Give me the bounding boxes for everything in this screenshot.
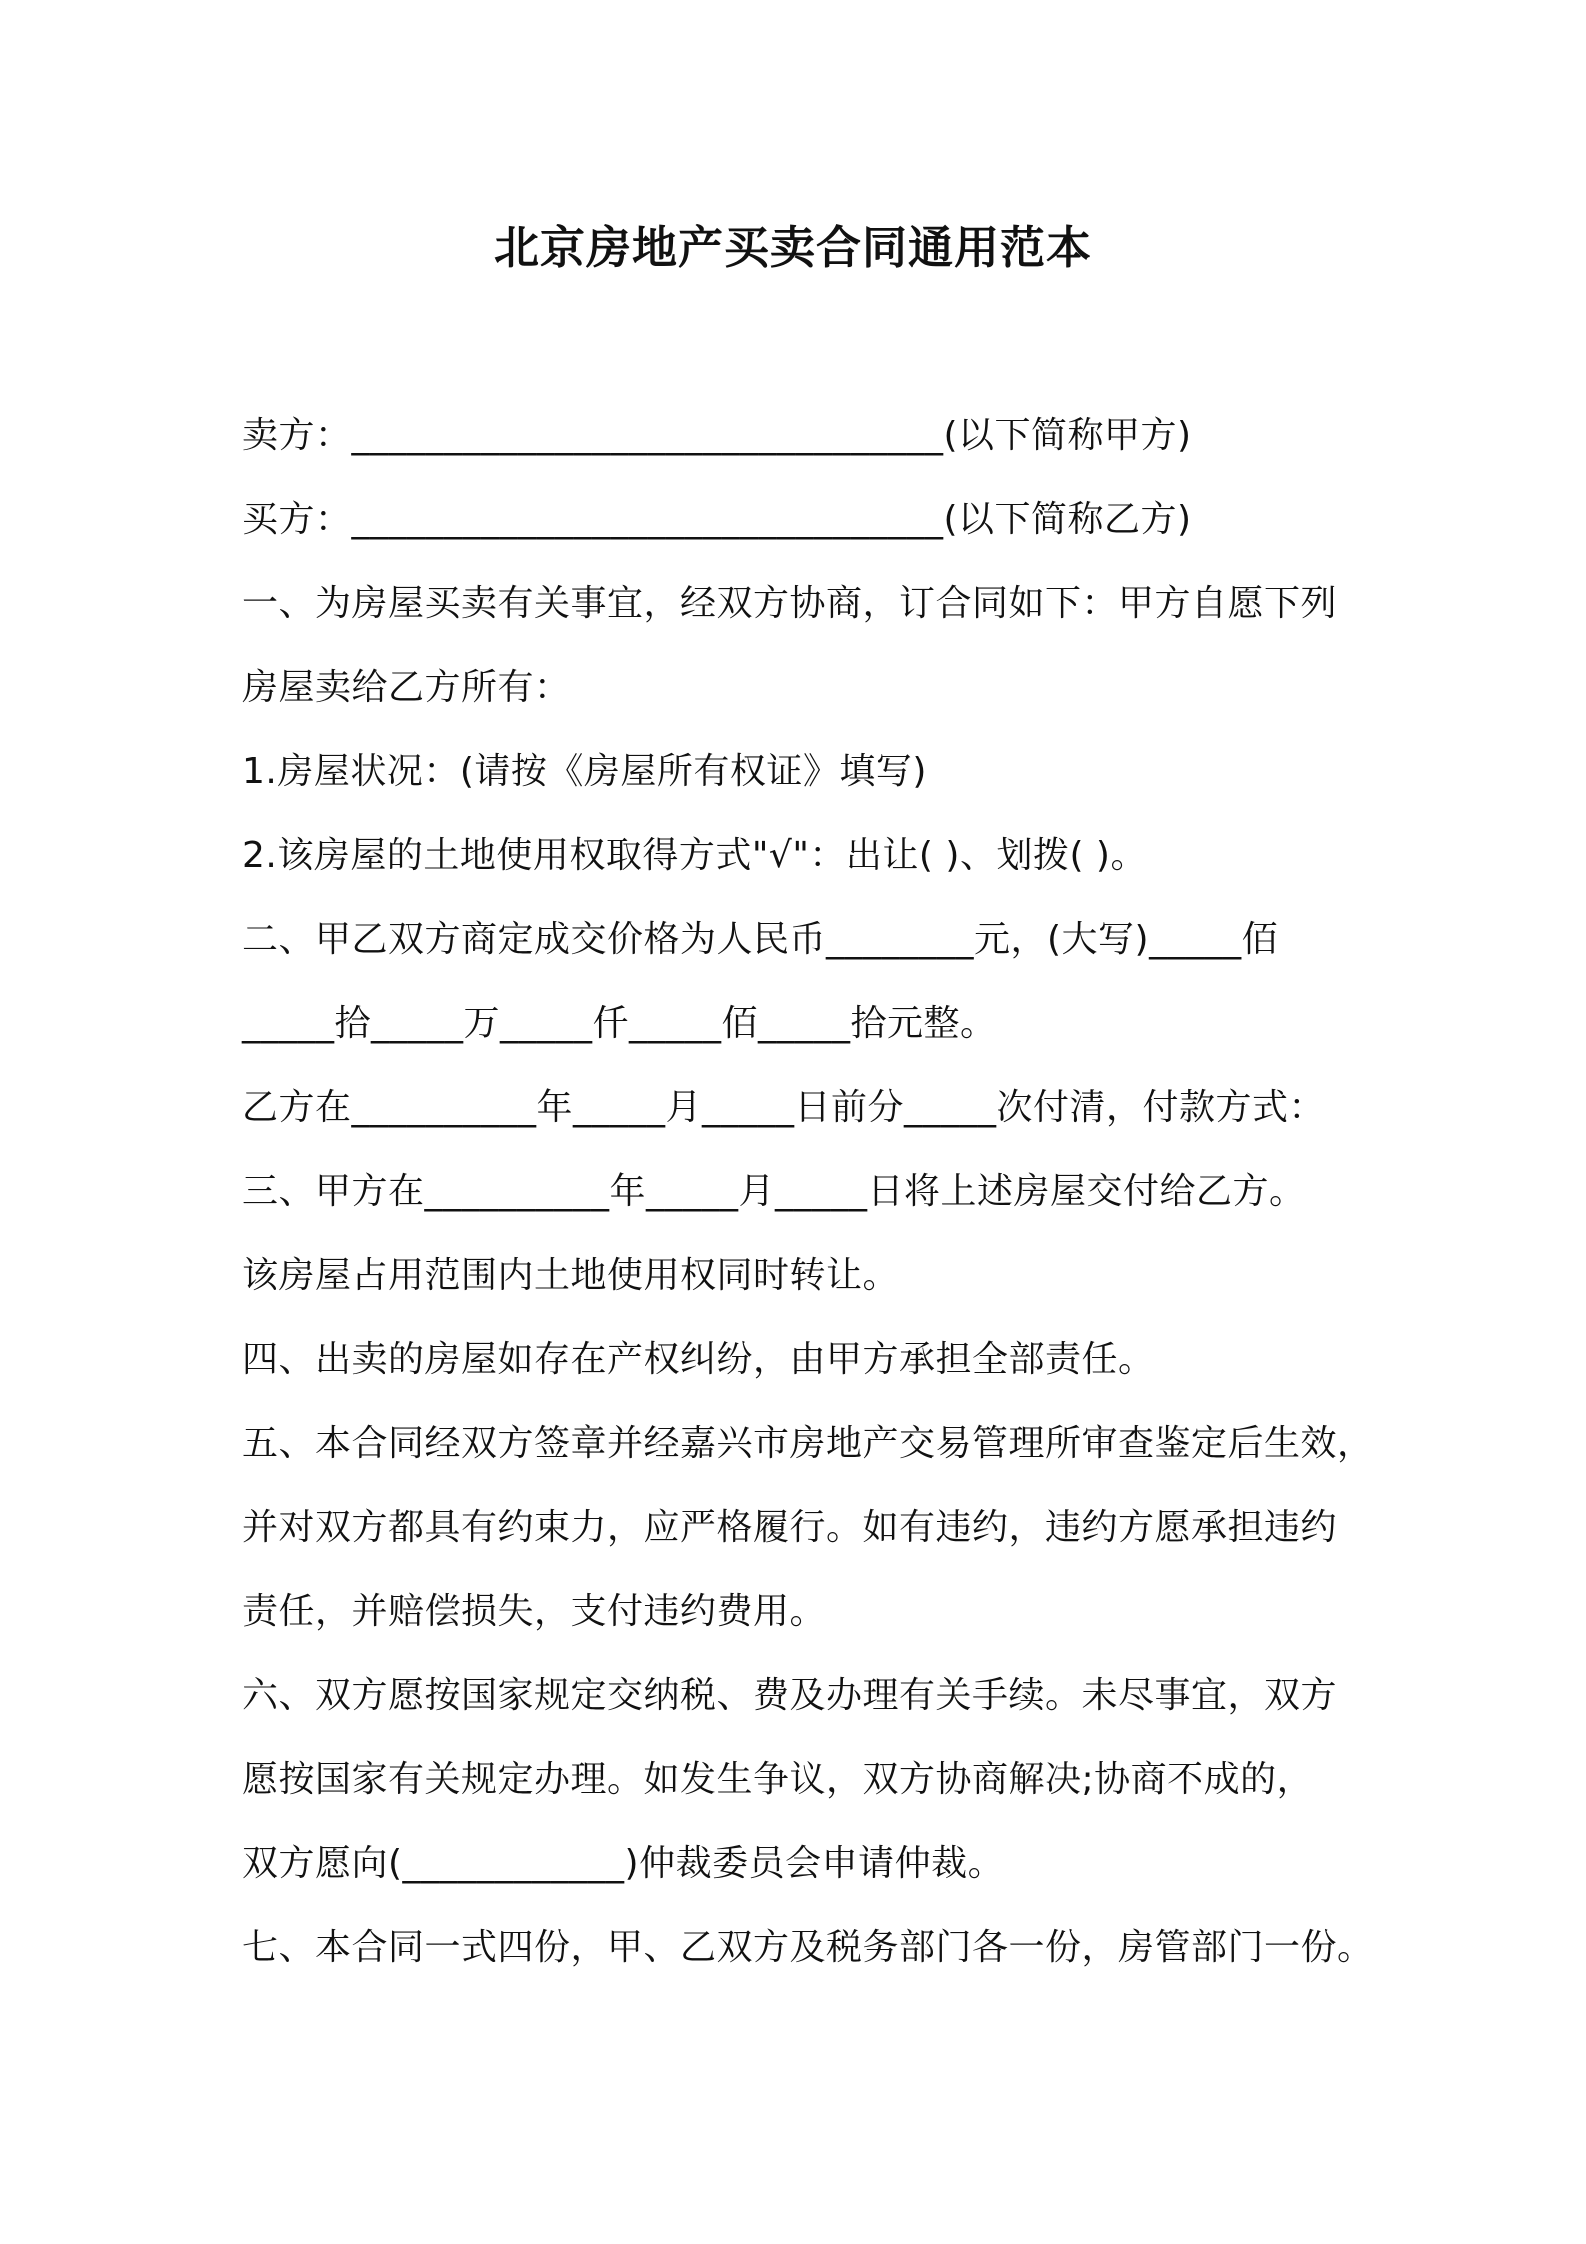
clause-3-line-1: 三、甲方在__________年_____月_____日将上述房屋交付给乙方。 (242, 1171, 1306, 1212)
clause-1-line-2: 房屋卖给乙方所有： (242, 667, 571, 708)
seller-line: 卖方：________________________________(以下简称甲方) (242, 415, 1192, 456)
clause-5-line-1: 五、本合同经双方签章并经嘉兴市房地产交易管理所审查鉴定后生效， (242, 1423, 1374, 1464)
clause-6-line-2: 愿按国家有关规定办理。如发生争议，双方协商解决;协商不成的， (242, 1759, 1314, 1800)
clause-1-line-1: 一、为房屋买卖有关事宜，经双方协商，订合同如下：甲方自愿下列 (242, 583, 1338, 624)
clause-6-line-1: 六、双方愿按国家规定交纳税、费及办理有关手续。未尽事宜，双方 (242, 1675, 1338, 1716)
clause-3-line-2: 该房屋占用范围内土地使用权同时转让。 (242, 1255, 900, 1296)
clause-2-line-1: 二、甲乙双方商定成交价格为人民币________元，(大写)_____佰 (242, 919, 1279, 960)
clause-6-line-3: 双方愿向(____________)仲裁委员会申请仲裁。 (242, 1843, 1005, 1884)
clause-5-line-3: 责任，并赔偿损失，支付违约费用。 (242, 1591, 827, 1632)
buyer-line: 买方：________________________________(以下简称乙方) (242, 499, 1192, 540)
clause-2-line-3: 乙方在__________年_____月_____日前分_____次付清，付款方式： (242, 1087, 1326, 1128)
document-title: 北京房地产买卖合同通用范本 (493, 221, 1092, 274)
clause-4-line: 四、出卖的房屋如存在产权纠纷，由甲方承担全部责任。 (242, 1339, 1155, 1380)
clause-1-item-2: 2.该房屋的土地使用权取得方式"√"：出让( )、划拨( )。 (242, 835, 1147, 876)
clause-5-line-2: 并对双方都具有约束力，应严格履行。如有违约，违约方愿承担违约 (242, 1507, 1338, 1548)
clause-2-line-2: _____拾_____万_____仟_____佰_____拾元整。 (242, 1003, 997, 1044)
clause-1-item-1: 1.房屋状况：(请按《房屋所有权证》填写) (242, 751, 927, 792)
clause-7-line: 七、本合同一式四份，甲、乙双方及税务部门各一份，房管部门一份。 (242, 1927, 1374, 1968)
